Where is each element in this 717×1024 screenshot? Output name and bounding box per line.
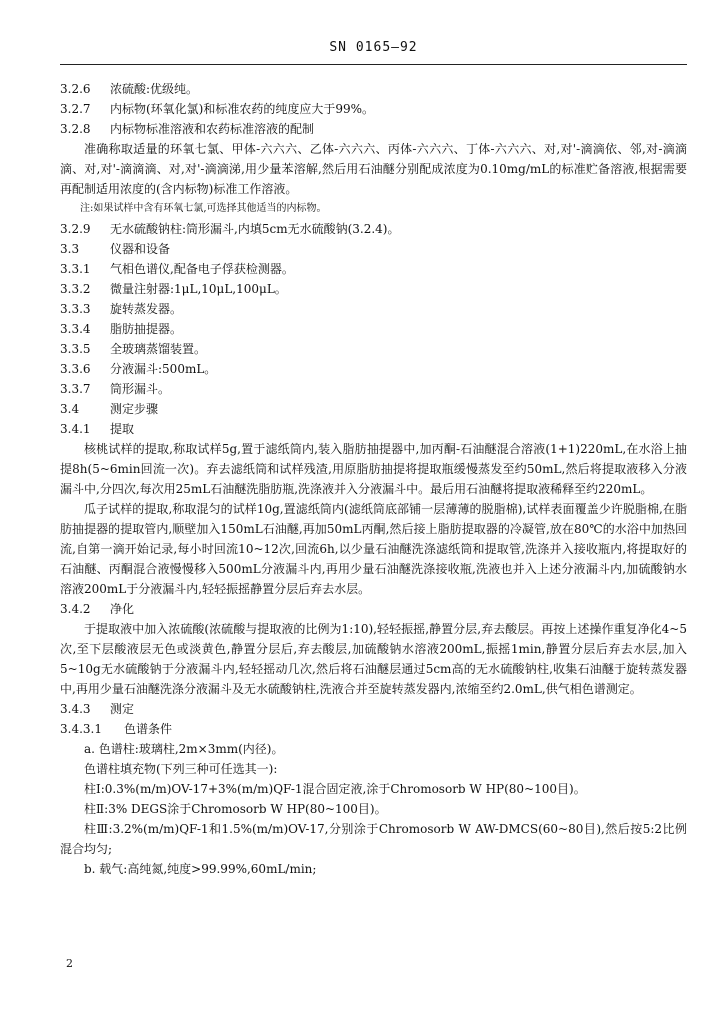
clause-number: 3.2.9: [60, 222, 91, 236]
page-body: [60, 79, 687, 879]
item-b-carrier-gas: b. 载气:高纯氮,纯度>99.99%,60mL/min;: [84, 862, 317, 876]
section-3-4-3-1: [60, 719, 687, 739]
paragraph-seed-extraction: 瓜子试样的提取,称取混匀的试样10g,置滤纸筒内(滤纸筒底部铺一层薄薄的脱脂棉),试样表面覆盖少许脱脂棉,在脂肪抽提器的提取管内,顺壁加入150mL石油醚,再加50mL丙酮,然后接上脂肪提取器的冷凝管,放在80℃的水浴中加热回流,自第一滴开始记录,每小时回流10~12次,回流6h,以少量石油醚洗涤滤纸筒和提取管,洗涤并入接收瓶内,将提取好的石油醚、丙酮混合液慢慢移入500mL分液漏斗内,再用少量石油醚洗涤接收瓶,洗液也并入上述分液漏斗内,加硫酸钠水溶液200mL于分液漏斗内,轻轻振摇静置分层后弃去水层。: [60, 502, 687, 596]
section-3-2-6: [60, 79, 687, 99]
clause-text: 微量注射器:1μL,10μL,100μL。: [110, 282, 287, 296]
clause-text: 气相色谱仪,配备电子俘获检测器。: [110, 262, 294, 276]
clause-text: 全玻璃蒸馏装置。: [110, 342, 207, 356]
section-3-3-6: [60, 359, 687, 379]
clause-number: 3.3.5: [60, 342, 91, 356]
clause-number: 3.4.3.1: [60, 722, 102, 736]
clause-text: 净化: [110, 602, 135, 616]
clause-text: 测定步骤: [110, 402, 159, 416]
clause-number: 3.3.4: [60, 322, 91, 336]
section-3-4-2: [60, 599, 687, 619]
section-3-2-8: [60, 119, 687, 139]
clause-text: 提取: [110, 422, 135, 436]
clause-number: 3.3.6: [60, 362, 91, 376]
clause-text: 旋转蒸发器。: [110, 302, 183, 316]
clause-number: 3.4.1: [60, 422, 91, 436]
clause-number: 3.3.1: [60, 262, 91, 276]
clause-text: 色谱条件: [124, 722, 173, 736]
clause-number: 3.4: [60, 402, 80, 416]
column-three: 柱Ⅲ:3.2%(m/m)QF-1和1.5%(m/m)OV-17,分别涂于Chromosorb W AW-DMCS(60~80目),然后按5:2比例混合均匀;: [60, 822, 687, 856]
section-3-3-1: [60, 259, 687, 279]
section-3-3-7: [60, 379, 687, 399]
paragraph-standard-solution: 准确称取适量的环氧七氯、甲体-六六六、乙体-六六六、丙体-六六六、丁体-六六六、对,对'-滴滴依、邻,对-滴滴滴、对,对'-滴滴滴、对,对'-滴滴涕,用少量苯溶解,然后用石油醚分别配成浓度为0.10mg/mL的标准贮备溶液,根据需要再配制适用浓度的(含内标物)标准工作溶液。: [60, 142, 687, 196]
paragraph-walnut-extraction: 核桃试样的提取,称取试样5g,置于滤纸筒内,装入脂肪抽提器中,加丙酮-石油醚混合溶液(1+1)220mL,在水浴上抽提8h(5~6min回流一次)。弃去滤纸筒和试样残渣,用原脂肪抽提将提取瓶缓慢蒸发至约50mL,然后将提取液移入分液漏斗中,分四次,每次用25mL石油醚洗脂肪瓶,洗涤液并入分液漏斗中。最后用石油醚将提取液稀释至约220mL。: [60, 442, 687, 496]
clause-text: 仪器和设备: [110, 242, 171, 256]
column-two: 柱Ⅱ:3% DEGS涂于Chromosorb W HP(80~100目)。: [84, 802, 387, 816]
section-3-3-4: [60, 319, 687, 339]
clause-text: 内标物标准溶液和农药标准溶液的配制: [110, 122, 315, 136]
section-3-4-3: [60, 699, 687, 719]
clause-text: 内标物(环氧化氯)和标准农药的纯度应大于99%。: [110, 102, 375, 116]
clause-number: 3.3.3: [60, 302, 91, 316]
clause-number: 3.2.7: [60, 102, 91, 116]
clause-number: 3.2.8: [60, 122, 91, 136]
column-one: 柱Ⅰ:0.3%(m/m)OV-17+3%(m/m)QF-1混合固定液,涂于Chromosorb W HP(80~100目)。: [84, 782, 586, 796]
clause-number: 3.3.7: [60, 382, 91, 396]
header-rule: [60, 64, 687, 65]
clause-number: 3.3: [60, 242, 80, 256]
clause-number: 3.4.3: [60, 702, 91, 716]
clause-text: 无水硫酸钠柱:筒形漏斗,内填5cm无水硫酸钠(3.2.4)。: [110, 222, 400, 236]
clause-text: 测定: [110, 702, 135, 716]
section-3-3-2: [60, 279, 687, 299]
clause-text: 分液漏斗:500mL。: [110, 362, 217, 376]
section-3-2-7: [60, 99, 687, 119]
clause-number: 3.4.2: [60, 602, 91, 616]
section-3-3: [60, 239, 687, 259]
note-internal-standard: 注:如果试样中含有环氧七氯,可选择其他适当的内标物。: [80, 203, 327, 214]
item-a-column: a. 色谱柱:玻璃柱,2m×3mm(内径)。: [84, 742, 284, 756]
section-3-4: [60, 399, 687, 419]
clause-text: 筒形漏斗。: [110, 382, 171, 396]
page-number: 2: [66, 957, 73, 970]
clause-text: 脂肪抽提器。: [110, 322, 183, 336]
standard-number-header: SN 0165—92: [329, 40, 418, 55]
section-3-3-3: [60, 299, 687, 319]
clause-text: 浓硫酸:优级纯。: [110, 82, 199, 96]
paragraph-cleanup: 于提取液中加入浓硫酸(浓硫酸与提取液的比例为1:10),轻轻振摇,静置分层,弃去酸层。再按上述操作重复净化4~5次,至下层酸液层无色或淡黄色,静置分层后,弃去酸层,加硫酸钠水溶液200mL,振摇1min,静置分层后弃去水层,加入5~10g无水硫酸钠于分液漏斗内,轻轻摇动几次,然后将石油醚层通过5cm高的无水硫酸钠柱,收集石油醚于旋转蒸发器中,再用少量石油醚洗涤分液漏斗及无水硫酸钠柱,洗液合并至旋转蒸发器内,浓缩至约2.0mL,供气相色谱测定。: [60, 622, 687, 696]
section-3-3-5: [60, 339, 687, 359]
section-3-4-1: [60, 419, 687, 439]
column-packing-intro: 色谱柱填充物(下列三种可任选其一):: [84, 762, 278, 776]
clause-number: 3.2.6: [60, 82, 91, 96]
clause-number: 3.3.2: [60, 282, 91, 296]
section-3-2-9: [60, 219, 687, 239]
